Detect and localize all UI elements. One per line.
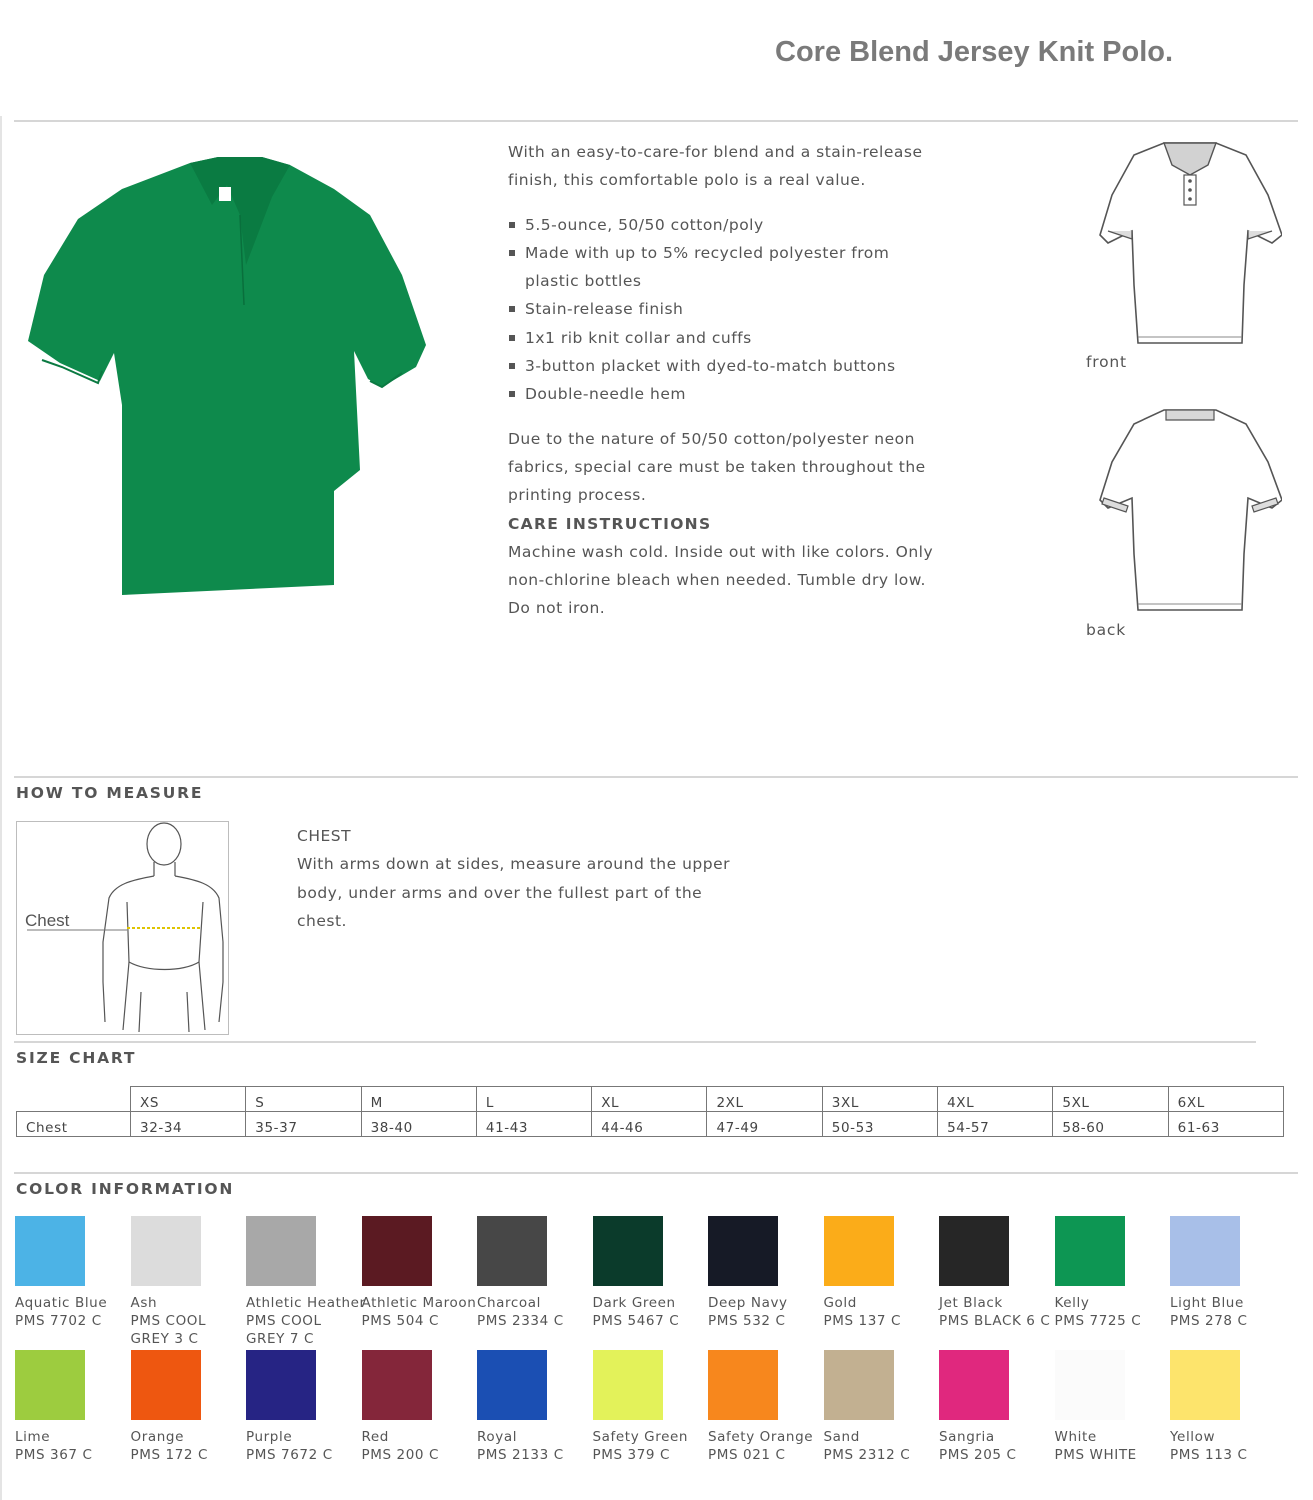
color-name: Light Blue [1170,1295,1244,1311]
size-header-row [17,1087,1284,1112]
color-chip [477,1350,547,1420]
size-header: 3XL [822,1087,937,1112]
color-pms: PMS WHITE [1054,1447,1137,1463]
color-chip [1055,1216,1125,1286]
polo-body [28,157,426,595]
size-chart-heading: SIZE CHART [16,1049,137,1067]
front-view-drawing [1098,135,1282,347]
chest-cell: 61-63 [1168,1112,1283,1137]
intro-text: With an easy-to-care-for blend and a stain-release finish, this comfortable polo is a real value. [508,143,923,190]
size-header: L [476,1087,591,1112]
page-title: Core Blend Jersey Knit Polo. [775,36,1174,68]
color-name: Orange [130,1429,184,1445]
care-heading: CARE INSTRUCTIONS [508,514,712,533]
size-header: XL [592,1087,707,1112]
color-name: Athletic Heather [246,1295,366,1311]
color-chip [708,1216,778,1286]
color-pms: PMS 7672 C [246,1447,333,1463]
chest-cell: 35-37 [246,1112,361,1137]
chest-text: With arms down at sides, measure around the upper body, under arms and over the fullest part of the chest. [297,855,730,930]
measure-heading: HOW TO MEASURE [16,784,204,802]
size-divider [14,1041,1256,1043]
color-pms: PMS 7725 C [1054,1313,1142,1329]
color-chip [131,1216,201,1286]
color-pms: PMS 504 C [361,1313,440,1329]
feature-item: 3-button placket with dyed-to-match buttons [508,352,948,380]
color-name: White [1054,1429,1097,1445]
feature-item: Stain-release finish [508,295,948,323]
feature-list [508,211,948,409]
feature-item: Double-needle hem [508,380,948,408]
blank-cell [17,1087,131,1112]
size-header: 4XL [938,1087,1053,1112]
color-pms: PMS 172 C [130,1447,209,1463]
color-chip [1055,1350,1125,1420]
color-name: Red [361,1429,389,1445]
color-divider [14,1172,1298,1174]
color-chip [362,1216,432,1286]
color-name: Charcoal [477,1295,542,1311]
chest-cell: 58-60 [1053,1112,1168,1137]
color-pms: PMS 2334 C [477,1313,564,1329]
left-border [0,116,2,1500]
size-header: 5XL [1053,1087,1168,1112]
color-chip [939,1216,1009,1286]
care-text: Machine wash cold. Inside out with like colors. Only non-chlorine bleach when needed. Tumble dry low. Do not iron. [508,542,934,618]
color-chip [939,1350,1009,1420]
product-photo [22,155,432,600]
color-name: Sangria [939,1429,995,1445]
chest-title: CHEST [297,827,352,845]
color-swatch [1170,1216,1310,1330]
measure-divider [14,776,1298,778]
color-name: Athletic Maroon [361,1295,477,1311]
color-pms: PMS COOL GREY 3 C [130,1313,207,1347]
color-name: Safety Green [592,1429,689,1445]
size-header: M [361,1087,476,1112]
chest-row [17,1112,1284,1137]
color-chip [246,1350,316,1420]
color-name: Safety Orange [708,1429,814,1445]
chest-cell: 47-49 [707,1112,822,1137]
color-name: Gold [823,1295,857,1311]
chest-cell: 54-57 [938,1112,1053,1137]
color-name: Dark Green [592,1295,676,1311]
color-name: Deep Navy [708,1295,788,1311]
color-chip [1170,1216,1240,1286]
color-pms: PMS 021 C [708,1447,786,1463]
color-pms: PMS 379 C [592,1447,671,1463]
color-chip [15,1350,85,1420]
color-pms: PMS COOL GREY 7 C [246,1313,322,1347]
color-chip [1170,1350,1240,1420]
chest-cell: 41-43 [476,1112,591,1137]
color-name: Jet Black [939,1295,1003,1311]
size-header: XS [131,1087,246,1112]
color-pms: PMS 278 C [1170,1313,1248,1329]
color-name: Ash [130,1295,158,1311]
chest-cell: 38-40 [361,1112,476,1137]
feature-item: Made with up to 5% recycled polyester from plastic bottles [508,239,948,296]
color-name: Purple [246,1429,293,1445]
size-header: 6XL [1168,1087,1283,1112]
color-pms: PMS 2312 C [823,1447,911,1463]
size-header: S [246,1087,361,1112]
color-chip [593,1350,663,1420]
color-pms: PMS 200 C [361,1447,440,1463]
color-chip [593,1216,663,1286]
color-pms: PMS 205 C [939,1447,1017,1463]
color-pms: PMS 113 C [1170,1447,1248,1463]
measure-figure [16,821,229,1035]
front-label: front [1086,353,1127,371]
back-label: back [1086,621,1127,639]
color-chip [131,1350,201,1420]
color-chip [708,1350,778,1420]
back-view-drawing [1098,406,1282,614]
polo-tag [219,187,231,201]
color-name: Royal [477,1429,518,1445]
color-swatch [1170,1350,1310,1464]
color-chip [824,1350,894,1420]
color-chip [824,1216,894,1286]
color-chip [362,1350,432,1420]
color-pms: PMS 137 C [823,1313,902,1329]
size-header: 2XL [707,1087,822,1112]
row-label: Chest [17,1112,131,1137]
color-name: Sand [823,1429,860,1445]
color-name: Aquatic Blue [15,1295,108,1311]
product-description [508,138,948,623]
color-pms: PMS 7702 C [15,1313,102,1329]
color-pms: PMS 5467 C [592,1313,680,1329]
feature-item: 1x1 rib knit collar and cuffs [508,324,948,352]
header-divider [14,120,1298,122]
color-pms: PMS 367 C [15,1447,93,1463]
color-pms: PMS BLACK 6 C [939,1313,1051,1329]
color-chip [15,1216,85,1286]
chest-cell: 50-53 [822,1112,937,1137]
color-chip [477,1216,547,1286]
chest-figure-label: Chest [25,911,70,930]
color-pms: PMS 2133 C [477,1447,564,1463]
chest-cell: 44-46 [592,1112,707,1137]
color-name: Yellow [1170,1429,1216,1445]
color-name: Kelly [1054,1295,1090,1311]
feature-item: 5.5-ounce, 50/50 cotton/poly [508,211,948,239]
chest-instructions [297,822,747,935]
color-chip [246,1216,316,1286]
neon-note: Due to the nature of 50/50 cotton/polyester neon fabrics, special care must be taken throughout the printing process. [508,429,926,505]
color-name: Lime [15,1429,51,1445]
size-chart-table [16,1086,1284,1137]
chest-cell: 32-34 [131,1112,246,1137]
color-pms: PMS 532 C [708,1313,786,1329]
color-heading: COLOR INFORMATION [16,1180,235,1198]
